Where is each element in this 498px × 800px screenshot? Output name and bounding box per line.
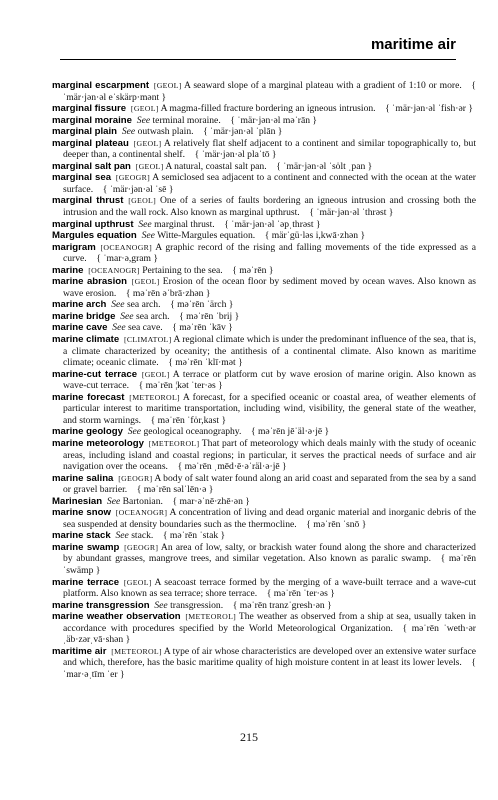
- entry-definition: Bartonian.: [122, 495, 163, 507]
- entry-field-label: [GEOL]: [133, 138, 162, 148]
- entry-definition: A terrace or platform cut by wave erosion of marine origin. Also known as wave-cut terrace.: [63, 368, 476, 392]
- running-head: maritime air: [370, 36, 456, 53]
- dictionary-entry: [52, 161, 476, 173]
- entry-headword: marine swamp: [52, 541, 120, 553]
- dictionary-entries: [52, 80, 476, 680]
- entry-pronunciation: { ˈmar·əˌtīm ˈer }: [63, 657, 476, 680]
- entry-headword: marine salina: [52, 472, 114, 484]
- entry-field-label: [GEOGR]: [118, 473, 153, 483]
- entry-definition: A natural, coastal salt pan.: [165, 160, 267, 172]
- entry-definition: sea arch.: [135, 310, 170, 322]
- entry-definition: The weather as observed from a ship at sea, usually taken in accordance with procedures specified by the World Meteorological Organization.: [63, 611, 476, 634]
- entry-field-label: [METEOROL]: [111, 646, 162, 656]
- entry-see-label: See: [154, 599, 168, 611]
- entry-pronunciation: { məˈrēn ˈklī·mət }: [168, 357, 243, 369]
- dictionary-entry: [52, 230, 476, 242]
- entry-headword: marine meteorology: [52, 437, 144, 449]
- entry-field-label: [GEOL]: [131, 277, 160, 287]
- entry-definition: A graphic record of the rising and falling movements of the tide expressed as a curve.: [63, 241, 476, 265]
- entry-field-label: [OCEANOGR]: [115, 508, 168, 518]
- entry-headword: marine arch: [52, 299, 107, 311]
- dictionary-entry: [52, 507, 476, 530]
- dictionary-entry: [52, 242, 476, 265]
- entry-pronunciation: { märˈgü·ləs i,kwā·zhən }: [264, 230, 366, 242]
- dictionary-entry: [52, 138, 476, 161]
- entry-see-label: See: [106, 495, 121, 507]
- entry-field-label: [GEOL]: [123, 577, 152, 587]
- entry-pronunciation: { ˈmär·jən·əl ˈsē }: [102, 183, 174, 195]
- entry-definition: An area of low, salty, or brackish water found along the shore and characterized by abundant grasses, mangrove trees, and similar vegetation. Also known as paralic swamp.: [63, 541, 476, 565]
- entry-headword: Marinesian: [52, 495, 103, 507]
- entry-definition: Witte-Margules equation.: [157, 230, 256, 242]
- entry-pronunciation: { ˈmär·jən·əl ˈəpˌthrəst }: [224, 218, 321, 230]
- entry-headword: marine geology: [52, 426, 123, 438]
- entry-pronunciation: { məˈrēn səlˈlēn·ə }: [136, 484, 214, 496]
- dictionary-entry: [52, 276, 476, 299]
- entry-field-label: [METEOROL]: [148, 438, 200, 448]
- entry-pronunciation: { ˈmär·jən·əl eˈskärp·mənt }: [63, 80, 476, 103]
- entry-field-label: [OCEANOGR]: [88, 265, 140, 275]
- entry-pronunciation: { məˈrēn ¦kət ˈter·əs }: [138, 380, 223, 392]
- entry-headword: marine abrasion: [52, 276, 127, 288]
- entry-headword: marine cave: [52, 322, 108, 334]
- entry-headword: marine forecast: [52, 391, 125, 403]
- dictionary-entry: [52, 473, 476, 496]
- entry-pronunciation: { məˈrēn ˌmēd·ē·əˈräl·ə·jē }: [177, 461, 287, 473]
- entry-definition: transgression.: [170, 599, 224, 611]
- entry-pronunciation: { məˈrēn əˈbrā·zhən }: [125, 287, 211, 299]
- entry-pronunciation: { məˈrēn ˈärch }: [170, 299, 234, 311]
- entry-see-label: See: [121, 126, 136, 138]
- entry-pronunciation: { məˈrēn jēˈäl·ə·jē }: [250, 426, 330, 438]
- entry-definition: A body of salt water found along an arid coast and separated from the sea by a sand or gravel barrier.: [63, 472, 477, 496]
- entry-headword: marigram: [52, 241, 96, 253]
- header-rule: [60, 59, 456, 60]
- entry-definition: A relatively flat shelf adjacent to a continent and similar topographically to, but deeper than, a continental shelf.: [63, 137, 477, 161]
- dictionary-entry: [52, 392, 476, 427]
- entry-headword: marginal plateau: [52, 137, 129, 149]
- dictionary-entry: [52, 126, 476, 138]
- dictionary-entry: [52, 438, 476, 473]
- entry-pronunciation: { mar·əˈnē·zhē·ən }: [172, 495, 250, 507]
- entry-see-label: See: [138, 218, 152, 230]
- entry-field-label: [GEOL]: [141, 369, 170, 379]
- entry-headword: marine bridge: [52, 310, 116, 322]
- dictionary-entry: [52, 369, 476, 392]
- dictionary-entry: [52, 600, 476, 612]
- dictionary-entry: [52, 322, 476, 334]
- entry-pronunciation: { məˈrēn ˈter·əs }: [266, 588, 335, 600]
- entry-definition: One of a series of faults bordering an igneous intrusion and crossing both the intrusion and the wall rock. Also known as marginal upthrust.: [63, 195, 476, 219]
- entry-see-label: See: [112, 322, 126, 334]
- dictionary-entry: [52, 219, 476, 231]
- entry-headword: maritime air: [52, 645, 107, 657]
- entry-headword: marginal salt pan: [52, 160, 131, 172]
- entry-see-label: See: [115, 530, 129, 542]
- entry-headword: marine: [52, 264, 84, 276]
- entry-pronunciation: { məˈrēn ˈstak }: [162, 530, 226, 542]
- entry-see-label: See: [136, 114, 151, 126]
- entry-headword: marine terrace: [52, 576, 120, 588]
- entry-definition: stack.: [131, 530, 154, 542]
- entry-definition: A regional climate which is under the predominant influence of the sea, that is, a climate characterized by oceanity; the antithesis of a continental climate. Also known as maritime climate; oceanic climate.: [63, 334, 476, 369]
- dictionary-entry: [52, 542, 476, 577]
- entry-headword: marginal thrust: [52, 195, 124, 207]
- entry-headword: marginal sea: [52, 172, 112, 184]
- entry-see-label: See: [111, 299, 125, 311]
- dictionary-entry: [52, 265, 476, 277]
- entry-pronunciation: { məˈrēn ˈfȯr,kast }: [150, 414, 227, 426]
- entry-pronunciation: { məˈrēn ˈsnō }: [306, 518, 367, 530]
- entry-pronunciation: { məˈrēn ˈbrij }: [179, 310, 240, 322]
- entry-pronunciation: { məˈrēn }: [232, 264, 274, 276]
- entry-field-label: [GEOL]: [128, 196, 156, 206]
- entry-definition: A seacoast terrace formed by the merging of a wave-built terrace and a wave-cut platform. Also known as sea terrace; shore terrace.: [63, 576, 476, 600]
- entry-headword: marginal moraine: [52, 114, 132, 126]
- dictionary-entry: [52, 299, 476, 311]
- entry-headword: marine weather observation: [52, 611, 181, 623]
- entry-pronunciation: { ˈmar·ə,gram }: [96, 253, 158, 265]
- dictionary-entry: [52, 172, 476, 195]
- entry-definition: Erosion of the ocean floor by sediment moved by ocean waves. Also known as wave erosion.: [63, 276, 476, 299]
- dictionary-entry: [52, 496, 476, 508]
- entry-headword: marine-cut terrace: [52, 368, 138, 380]
- entry-field-label: [GEOL]: [130, 104, 159, 114]
- entry-pronunciation: { məˈrēn ˈweth·ər ˌäb·zərˌvā·shən }: [63, 622, 477, 646]
- entry-definition: A type of air whose characteristics are developed over an extensive water surface and which, therefore, has the basic maritime quality of high moisture content in at least its lower levels.: [63, 645, 476, 669]
- entry-definition: That part of meteorology which deals mainly with the study of oceanic areas, including island and coastal regions; in particular, it serves the practical needs of surface and air navigation over the oceans.: [63, 437, 477, 473]
- entry-definition: A concentration of living and dead organic material and inorganic debris of the sea suspended at density boundaries such as the thermocline.: [63, 507, 476, 530]
- entry-field-label: [METEOROL]: [129, 392, 180, 402]
- dictionary-entry: [52, 611, 476, 646]
- entry-pronunciation: { ˈmär·jən·əl plaˈtō }: [194, 149, 277, 161]
- entry-field-label: [GEOGR]: [115, 173, 151, 183]
- dictionary-entry: [52, 530, 476, 542]
- dictionary-entry: [52, 80, 476, 103]
- entry-definition: terminal moraine.: [152, 114, 221, 126]
- dictionary-entry: [52, 334, 476, 369]
- entry-field-label: [METEOROL]: [185, 612, 237, 622]
- entry-definition: A seaward slope of a marginal plateau with a gradient of 1:10 or more.: [184, 80, 462, 91]
- entry-definition: A magma-filled fracture bordering an igneous intrusion.: [160, 103, 376, 115]
- entry-definition: A semiclosed sea adjacent to a continent and connected with the ocean at the water surface.: [63, 172, 476, 195]
- dictionary-entry: [52, 103, 476, 115]
- entry-definition: marginal thrust.: [154, 218, 215, 230]
- entry-headword: marine stack: [52, 530, 111, 542]
- entry-headword: marine snow: [52, 507, 111, 519]
- entry-field-label: [CLIMATOL]: [124, 335, 172, 345]
- entry-field-label: [GEOGR]: [124, 542, 159, 552]
- entry-headword: marine transgression: [52, 599, 150, 611]
- entry-definition: geological oceanography.: [143, 426, 242, 438]
- entry-pronunciation: { ˈmär·jən·əl məˈrān }: [230, 114, 318, 126]
- entry-pronunciation: { məˈrēn tranzˈgresh·ən }: [232, 599, 332, 611]
- entry-headword: marginal escarpment: [52, 80, 150, 91]
- entry-pronunciation: { məˈrēn ˈkāv }: [172, 322, 233, 334]
- entry-definition: Pertaining to the sea.: [142, 264, 223, 276]
- entry-headword: Margules equation: [52, 230, 137, 242]
- dictionary-entry: [52, 115, 476, 127]
- entry-pronunciation: { məˈrēn ˈswämp }: [63, 553, 476, 576]
- entry-headword: marginal plain: [52, 126, 118, 138]
- page-number: 215: [240, 730, 258, 744]
- entry-see-label: See: [127, 426, 142, 438]
- entry-pronunciation: { ˈmär·jən·əl ˈfish·ər }: [385, 103, 473, 115]
- dictionary-entry: [52, 646, 476, 681]
- dictionary-entry: [52, 195, 476, 218]
- entry-definition: outwash plain.: [137, 126, 194, 138]
- entry-headword: marine climate: [52, 334, 120, 346]
- dictionary-entry: [52, 577, 476, 600]
- entry-definition: A forecast, for a specified oceanic or coastal area, of weather elements of particular interest to maritime transportation, including wind, visibility, the general state of the weather, and storm warnings.: [63, 391, 476, 426]
- entry-see-label: See: [120, 310, 134, 322]
- entry-headword: marginal upthrust: [52, 218, 134, 230]
- entry-field-label: [GEOL]: [135, 161, 164, 171]
- entry-see-label: See: [141, 230, 155, 242]
- entry-pronunciation: { ˈmär·jən·əl ˈsȯlt ˌpan }: [276, 160, 373, 172]
- dictionary-entry: [52, 311, 476, 323]
- entry-definition: sea cave.: [128, 322, 163, 334]
- entry-field-label: [OCEANOGR]: [100, 242, 153, 252]
- dictionary-entry: [52, 426, 476, 438]
- entry-definition: sea arch.: [126, 299, 161, 311]
- entry-field-label: [GEOL]: [153, 81, 182, 90]
- entry-pronunciation: { ˈmär·jən·əl ˈthrəst }: [309, 207, 394, 219]
- entry-pronunciation: { ˈmär·jən·əl ˈplān }: [203, 126, 283, 138]
- entry-headword: marginal fissure: [52, 103, 127, 115]
